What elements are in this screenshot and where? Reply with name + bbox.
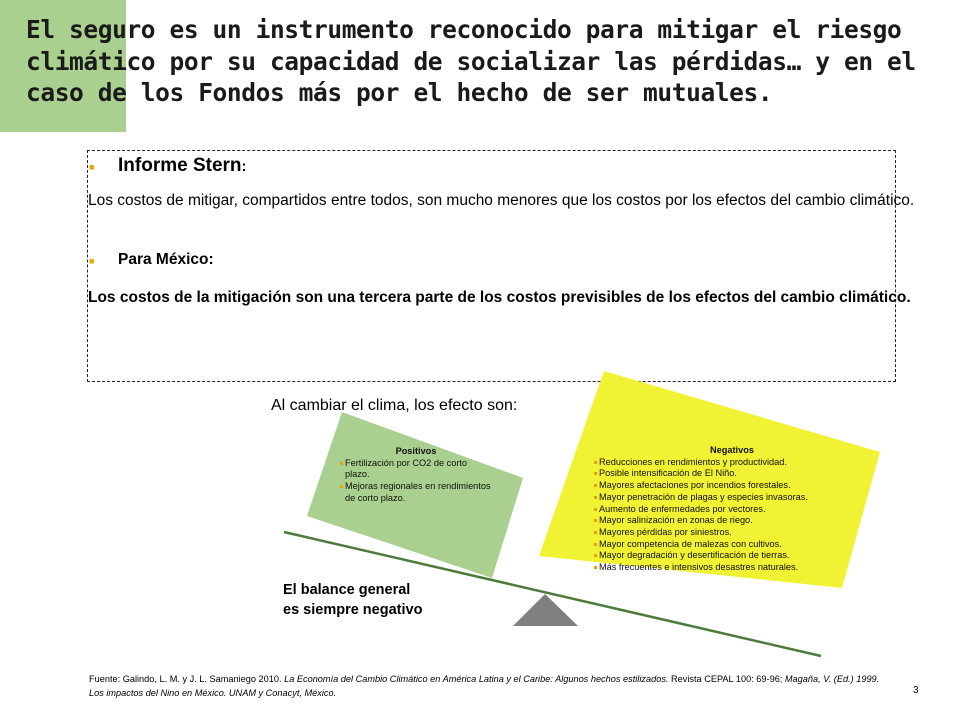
list-item: Mejoras regionales en rendimientos de corto plazo. <box>340 481 492 504</box>
list-item: Mayor penetración de plagas y especies invasoras. <box>594 492 870 504</box>
mexico-text: Los costos de la mitigación son una tercera parte de los costos previsibles de los efectos del cambio climático. <box>88 289 911 306</box>
list-item: Mayor competencia de malezas con cultivos. <box>594 539 870 551</box>
stern-text: Los costos de mitigar, compartidos entre todos, son mucho menores que los costos por los efectos del cambio climático. <box>88 192 915 209</box>
balance-label-line-2: es siempre negativo <box>283 602 423 618</box>
bullet-icon: ■ <box>89 256 95 266</box>
negative-effects <box>594 445 870 574</box>
list-item: Mayor salinización en zonas de riego. <box>594 515 870 527</box>
balance-label <box>283 580 422 620</box>
list-item: Más frecuentes e intensivos desastres naturales. <box>594 562 870 574</box>
list-item: Posible intensificación de El Niño. <box>594 468 870 480</box>
positive-title: Positivos <box>395 446 437 456</box>
list-item: Fertilización por CO2 de corto plazo. <box>340 458 492 481</box>
page-number: 3 <box>913 685 919 696</box>
mexico-heading: Para México: <box>118 251 214 268</box>
list-item: Mayores pérdidas por siniestros. <box>594 527 870 539</box>
negative-list <box>594 457 870 574</box>
balance-label-line-1: El balance general <box>283 582 411 598</box>
source-note: Fuente: Galindo, L. M. y J. L. Samaniego 2010. La Economía del Cambio Climático en América Latina y el Caribe: Algunos hechos estilizados. Revista CEPAL 100: 69-96; Magaña, V. (Ed.) 1999. Los impactos del Nino en México. UNAM y Conacyt, México. <box>89 674 880 698</box>
negative-title: Negativos <box>710 445 754 455</box>
list-item: Reducciones en rendimientos y productividad. <box>594 457 870 469</box>
list-item: Aumento de enfermedades por vectores. <box>594 504 870 516</box>
list-item: Mayores afectaciones por incendios forestales. <box>594 480 870 492</box>
slide-title: El seguro es un instrumento reconocido para mitigar el riesgo climático por su capacidad de socializar las pérdidas… y en el caso de los Fondos más por el hecho de ser mutuales. <box>26 15 916 107</box>
positive-effects <box>340 446 492 505</box>
positive-list <box>340 458 492 505</box>
effects-caption: Al cambiar el clima, los efecto son: <box>271 397 518 414</box>
bullet-icon: ■ <box>89 162 95 172</box>
stern-heading: Informe Stern: <box>118 155 247 176</box>
list-item: Mayor degradación y desertificación de tierras. <box>594 550 870 562</box>
